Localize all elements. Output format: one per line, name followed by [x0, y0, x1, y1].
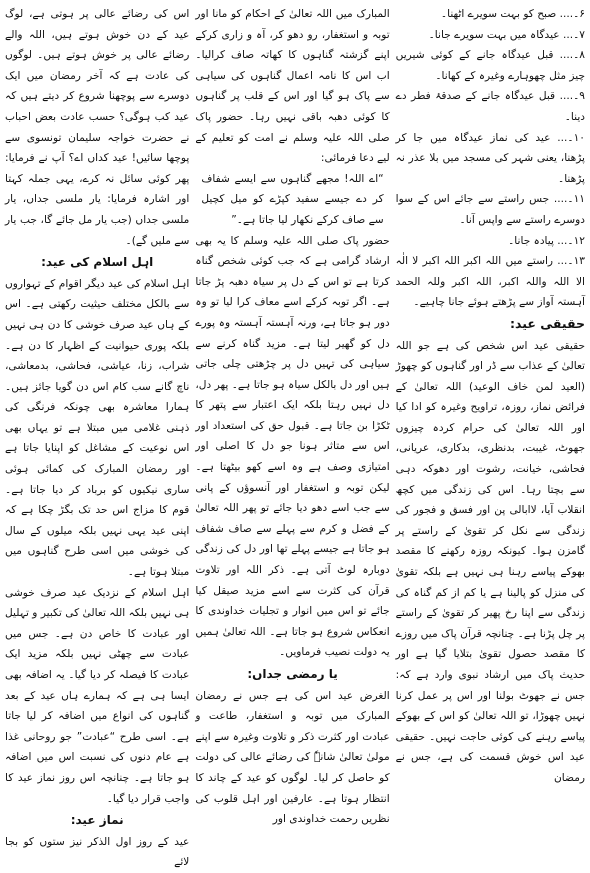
list-item: ۷۔... عیدگاہ میں بہت سویرے جانا۔ — [428, 28, 585, 41]
paragraph-eid-prayer: عید کے روز اول الذکر نیز ستوں کو بجا لائے — [5, 835, 190, 869]
paragraph-real-eid: حقیقی عید اس شخص کی ہے جو اللہ تعالیٰ کے عذاب سے ڈر اور گناہوں کو چھوڑ (العید لمن خاف الوعید) اللہ تعالیٰ کے فرائض نماز، روزہ، تراویح وغیرہ کو ادا کیا اور اللہ تعالیٰ کی حرام کردہ چیزوں جھوٹ، غیبت، بدنظری، بدکاری، عریانی، فحاشی، خیانت، رشوت اور دھوکہ دہی سے بچتا رہا۔ اس کی زندگی میں کچھ انقلاب آیا، لاابالی پن اور فسق و فجور کی زندگی سے نکل کر تقویٰ کے راستے پر گامزن ہوا۔ کیونکہ روزہ رکھنے کا مقصد بھوکے پیاسے رہنا ہی نہیں ہے بلکہ تقویٰ کی منزل کو پالینا ہے یا کم از کم گناہ کی زندگی سے اپنا رخ پھیر کر تقویٰ کے راستے پر چل پڑنا ہے۔ چنانچہ قرآن پاک میں روزے کا مقصد حصول تقویٰ بتلایا گیا ہے اور حدیث پاک میں ارشاد نبوی وارد ہے کہ: جس نے جھوٹ بولنا اور اس پر عمل کرنا نہیں چھوڑا، تو اللہ تعالیٰ کو اس کے بھوکے پیاسے رہنے کی کوئی حاجت نہیں۔ حقیقی عید اس خوش قسمت کی ہے، جس نے رمضان — [395, 339, 585, 784]
paragraph-heart-stain: حضور پاک صلی اللہ علیہ وسلم کا یہ بھی ارشاد گرامی ہے کہ جب کوئی شخص گناہ کرتا ہے تو اس کے دل پر سیاہ دھبہ پڑ جاتا ہے۔ اگر توبہ کرکے اسے معاف کرا لیا تو وہ دور ہو جاتا ہے، ورنہ آہستہ آہستہ وہ پورے دل کو گھیر لیتا ہے۔ مزید گناہ کرنے سے سیاہی کی تہیں دل پر چڑھتی چلی جاتی ہیں اور دل بالکل سیاہ ہو جاتا ہے۔ پھر دل، دل نہیں رہتا بلکہ ایک اعتبار سے پتھر کا ٹکڑا بن جاتا ہے۔ قبول حق کی استعداد اور اس سے متاثر ہونا جو دل کا اصلی اور امتیازی وصف ہے وہ اسے کھو بیٹھتا ہے۔ لیکن توبہ و استغفار اور آنسوؤں کے پانی سے جب اسے دھو دیا جائے تو پھر اللہ تعالیٰ کے فضل و کرم سے پہلے سے صاف شفاف ہو جاتا ہے جیسے پہلے تھا اور دل کی زندگی دوبارہ لوٹ آتی ہے۔ ذکر اللہ اور تلاوت قرآن کی کثرت سے اسے مزید صیقل کیا جائے تو اس میں انوار و تجلیات خداوندی کا انعکاس شروع ہو جاتا ہے۔ اللہ تعالیٰ ہمیں یہ دولت نصیب فرماویں۔ — [195, 234, 390, 659]
section-heading-real-eid: حقیقی عید: — [510, 315, 585, 331]
list-item: ۱۲۔... پیادہ جانا۔ — [508, 234, 585, 247]
section-heading-meeting-beloved: یا رمضی جداں: — [247, 667, 338, 681]
right-column — [396, 4, 585, 823]
section-heading-muslim-eid: اہل اسلام کی عید: — [41, 255, 154, 270]
list-item: ۶۔.... صبح کو بہت سویرے اٹھنا۔ — [440, 8, 585, 20]
paragraph-eid-worship: اہل اسلام کے نزدیک عید صرف خوشی ہی نہیں بلکہ اللہ تعالیٰ کی تکبیر و تہلیل اور عبادت کا خاص دن ہے۔ جس میں عبادت سے چھٹی نہیں بلکہ مزید ایک عبادت کا فیصلہ کر دیا گیا۔ یہ اضافہ بھی ایسا ہی ہے کہ ہمارے ہاں عید کے بعد گناہوں کی انواع میں اضافہ کر لیا جاتا ہے۔ اسی طرح “عبادت” جو روحانی غذا ہے عام دنوں کی نسبت اس میں اضافہ ہو جاتا ہے۔ چنانچہ اس روز نماز عید کا واجب قرار دیا گیا۔ — [5, 586, 190, 805]
list-item: ۱۱۔.... جس راستے سے جائے اس کے سوا دوسرے راستے سے واپس آنا۔ — [395, 193, 585, 226]
prayer-quote: “اے اللہ! مجھے گناہوں سے ایسے شفاف کر دے جیسے سفید کپڑے کو میل کچیل سے صاف کرکے نکھار لیا جاتا ہے۔” — [201, 172, 384, 226]
list-item: ۹۔.... قبل عیدگاہ جانے کے صدقۂ فطر دے دینا۔ — [395, 90, 585, 123]
list-item: ۱۰۔... عید کی نماز عیدگاہ میں جا کر پڑھنا، یعنی شہر کی مسجد میں بلا عذر نہ پڑھنا۔ — [395, 131, 585, 185]
list-item: ۱۳۔... راستے میں اللہ اکبر اللہ اکبر لا الٰہ الا اللہ واللہ اکبر، اللہ اکبر وللہ الحمد آہستہ آواز سے پڑھتے ہوئے جانا چاہیے۔ — [395, 255, 585, 309]
paragraph-ramadan-repentance: المبارک میں اللہ تعالیٰ کے احکام کو مانا اور توبہ و استغفار، رو دھو کر، آہ و زاری کرکے اپنے گزشتہ گناہوں کا کھاتہ صاف کرالیا۔ اب اس کا نامہ اعمال گناہوں کی سیاہی سے پاک ہو گیا اور اس کے قلب پر گناہوں کا کوئی دھبہ باقی نہیں رہا۔ حضور پاک صلی اللہ علیہ وسلم نے امت کو تعلیم کے لیے دعا فرمائی: — [195, 8, 390, 165]
left-column — [5, 4, 190, 869]
middle-column — [195, 4, 390, 826]
list-item: ۸۔.... قبل عیدگاہ جانے کے کوئی شیریں چیز مثل چھوہارے وغیرہ کے کھانا۔ — [395, 49, 585, 82]
paragraph-divine-pleasure: اس کی رضائے عالی پر ہوتی ہے، لوگ عید کے دن خوش ہوتے ہیں، اللہ والے رضائے عالی پر خوش ہوتے ہیں۔ لوگوں کی عادت ہے کہ آخر رمضان میں ایک دوسرے سے پوچھنا شروع کر دیتے ہیں کہ عید کب ہوگی؟ حسب عادت بعض احباب نے حضرت خواجہ سلیمان تونسوی سے پوچھا سائیں! عید کداں اے؟ آپ نے فرمایا: پھر کوئی سائل نہ کرے، یہی جملہ کہتا اور اشارہ فرمایا: یار ملسی جداں، یار ملسی جداں (جب یار مل جائے گا، جب یار سے ملیں گے)۔ — [5, 8, 190, 247]
paragraph-other-nations: اہل اسلام کی عید دیگر اقوام کے تہواروں سے بالکل مختلف حیثیت رکھتی ہے۔ اس کے ہاں عید صرف خوشی کا دن ہی نہیں بلکہ پوری حیوانیت کے اظہار کا دن ہے۔ شراب، زنا، عیاشی، فحاشی، بدمعاشی، ناچ گانے سب کام اس دن گویا جائز ہیں۔ ہمارا معاشرہ بھی چونکہ فرنگی کی ذہنی غلامی میں مبتلا ہے تو یہاں بھی اس نوعیت کے مشاغل کو اپنایا جاتا ہے اور رمضان المبارک کی کمائی ہوئی ساری نیکیوں کو برباد کر دیا جاتا ہے۔ قوم کا مزاج اس حد تک بگڑ چکا ہے کہ اپنی عید یہی نہیں بلکہ میلوں کے سال کی خوشی میں اسی طرح گناہوں میں مبتلا ہوتا ہے۔ — [5, 277, 190, 579]
paragraph-whose-eid: الغرض عید اس کی ہے جس نے رمضان المبارک میں توبہ و استغفار، طاعت و عبادت اور کثرت ذکر و تلاوت وغیرہ سے اپنے مولیٰ تعالیٰ شانہٗ کی رضائے عالی کی دولت کو حاصل کر لیا۔ لوگوں کو عید کے چاند کا انتظار ہوتا ہے۔ عارفین اور اہل قلوب کی نظریں رحمت خداوندی اور — [195, 689, 390, 826]
section-heading-eid-prayer: نماز عید: — [70, 813, 124, 828]
